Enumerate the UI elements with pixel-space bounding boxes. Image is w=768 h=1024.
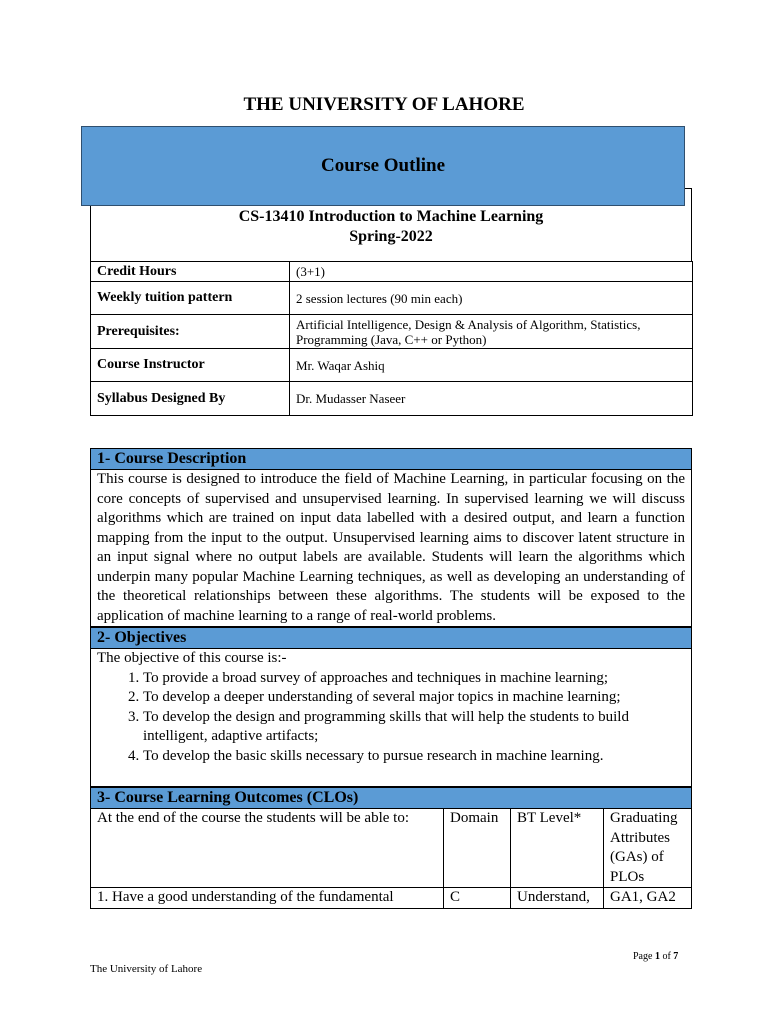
page-prefix: Page	[633, 951, 655, 962]
course-title: CS-13410 Introduction to Machine Learning	[238, 208, 544, 225]
info-value: Dr. Mudasser Naseer	[290, 382, 693, 416]
info-row	[91, 315, 693, 349]
info-value: (3+1)	[290, 262, 693, 282]
info-row	[91, 282, 693, 315]
clos-heading: 3- Course Learning Outcomes (CLOs)	[90, 787, 692, 809]
clo-header-bt: BT Level*	[511, 809, 604, 888]
info-value: Artificial Intelligence, Design & Analysis of Algorithm, Statistics, Programming (Java, C++ or Python)	[290, 315, 693, 349]
objectives-intro: The objective of this course is:-	[97, 650, 287, 666]
info-row	[91, 382, 693, 416]
objectives-body	[90, 649, 692, 787]
university-title: THE UNIVERSITY OF LAHORE	[243, 94, 525, 115]
clo-header-domain: Domain	[444, 809, 511, 888]
page-current: 1	[654, 951, 660, 962]
clo-header-ga: Graduating Attributes (GAs) of PLOs	[604, 809, 692, 888]
page-of: of	[659, 951, 674, 962]
description-heading: 1- Course Description	[90, 448, 692, 470]
objective-item: 2. To develop a deeper understanding of several major topics in machine learning;	[143, 688, 685, 708]
course-info-table	[90, 261, 693, 416]
table-row	[91, 888, 692, 909]
info-row	[91, 349, 693, 382]
footer-university: The University of Lahore	[90, 963, 203, 975]
objective-item: 1. To provide a broad survey of approaches and techniques in machine learning;	[143, 669, 685, 689]
table-row	[91, 809, 692, 888]
page-total: 7	[673, 951, 679, 962]
course-outline-banner	[81, 126, 685, 206]
objective-item: 3. To develop the design and programming skills that will help the students to build intelligent, adaptive artifacts;	[143, 708, 685, 747]
clo-outcome: 1. Have a good understanding of the fundamental	[91, 888, 444, 909]
clo-header-outcome: At the end of the course the students will be able to:	[91, 809, 444, 888]
info-label: Course Instructor	[91, 349, 290, 382]
objectives-list	[97, 669, 685, 767]
info-row	[91, 262, 693, 282]
clo-bt-level: Understand,	[511, 888, 604, 909]
clo-ga: GA1, GA2	[604, 888, 692, 909]
info-value: 2 session lectures (90 min each)	[290, 282, 693, 315]
info-label: Weekly tuition pattern	[91, 282, 290, 315]
info-label: Credit Hours	[91, 262, 290, 282]
clos-table	[90, 809, 692, 909]
objective-item: 4. To develop the basic skills necessary to pursue research in machine learning.	[143, 747, 685, 767]
clo-domain: C	[444, 888, 511, 909]
page-number	[633, 951, 678, 962]
info-label: Syllabus Designed By	[91, 382, 290, 416]
objectives-heading: 2- Objectives	[90, 627, 692, 649]
semester: Spring-2022	[349, 228, 433, 245]
course-outline-title: Course Outline	[320, 155, 446, 176]
info-label: Prerequisites:	[91, 315, 290, 349]
info-value: Mr. Waqar Ashiq	[290, 349, 693, 382]
course-sections	[90, 448, 692, 909]
description-text: This course is designed to introduce the field of Machine Learning, in particular focusing on the core concepts of supervised and unsupervised learning. In supervised learning we will discuss algorithms which are trained on input data labelled with a desired output, and learn a function mapping from the input to the output. Unsupervised learning aims to discover latent structure in an input signal where no output labels are available. Students will learn the algorithms which underpin many popular Machine Learning techniques, as well as developing an understanding of the theoretical relationships between these algorithms. The students will be exposed to the application of machine learning to a range of real-world problems.	[90, 470, 692, 627]
